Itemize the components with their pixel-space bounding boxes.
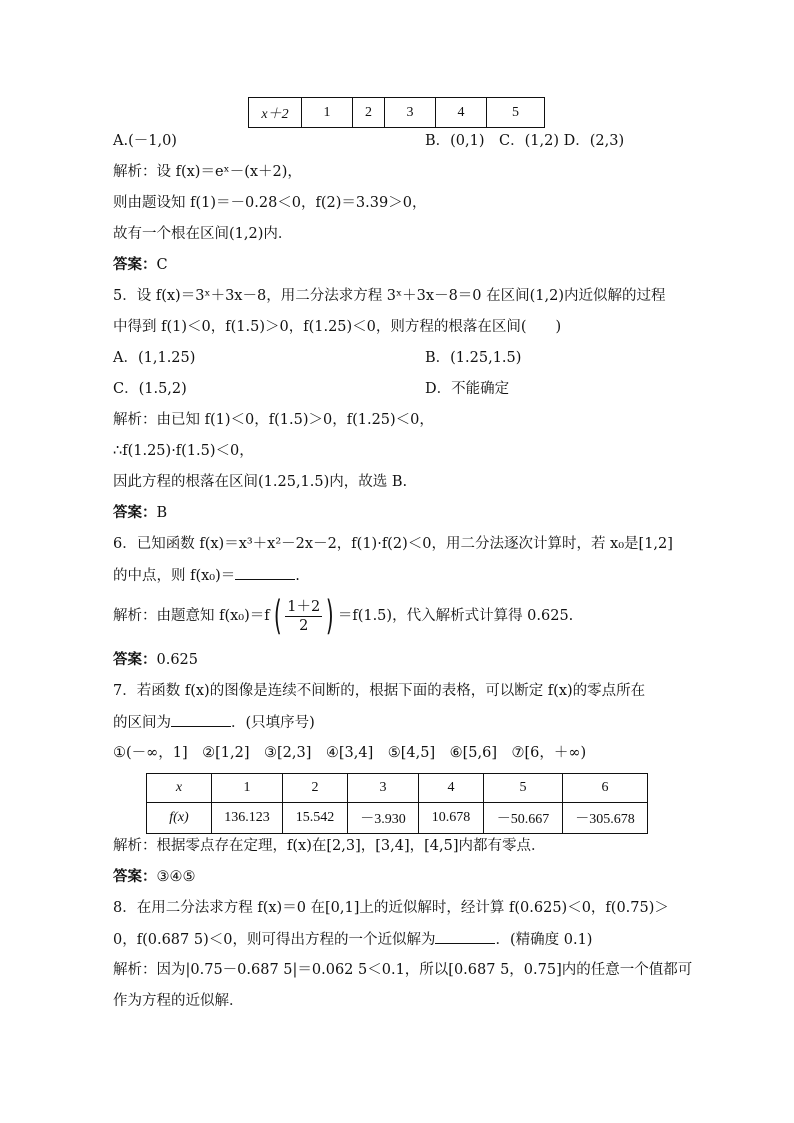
q4-analysis-line3: 故有一个根在区间(1,2)内．: [113, 226, 293, 242]
table-header-cell: 6: [563, 774, 648, 803]
q6-analysis-post: ＝f(1.5)，代入解析式计算得 0.625.: [337, 608, 574, 624]
answer-value: B: [156, 505, 168, 521]
table-cell: x＋2: [249, 98, 302, 128]
q6-stem-line1: 6．已知函数 f(x)＝x³＋x²－2x－2，f(1)·f(2)＜0，用二分法逐次计算时，若 x₀是[1,2]: [113, 536, 673, 552]
answer-label: 答案：: [113, 868, 157, 885]
q4-option-a: A.(－1,0): [113, 133, 177, 149]
table-cell: －50.667: [484, 803, 563, 834]
answer-blank: [171, 712, 231, 727]
q6-analysis: [113, 594, 573, 638]
answer-label: 答案：: [113, 651, 157, 668]
q7-stem-end: ．(只填序号): [231, 715, 315, 731]
table-row: [147, 774, 648, 803]
top-value-table: [248, 97, 545, 128]
table-cell: 10.678: [419, 803, 484, 834]
q4-answer: [113, 255, 168, 275]
q5-analysis-line3: 因此方程的根落在区间(1.25,1.5)内，故选 B.: [113, 474, 408, 490]
q8-stem-end: ．(精确度 0.1): [495, 932, 593, 948]
table-header-cell: 1: [212, 774, 283, 803]
q8-stem-text: 0，f(0.687 5)＜0，则可得出方程的一个近似解为: [113, 932, 436, 948]
answer-value: ③④⑤: [156, 869, 196, 885]
q5-option-b: B．(1.25,1.5): [425, 350, 522, 366]
q5-stem-line1: 5．设 f(x)＝3ˣ＋3x－8，用二分法求方程 3ˣ＋3x－8＝0 在区间(1,2)内近似解的过程: [113, 288, 666, 304]
answer-value: C: [156, 257, 168, 273]
table-header-cell: 4: [419, 774, 484, 803]
q4-options-bcd: B．(0,1) C．(1,2) D．(2,3): [425, 133, 625, 149]
table-row: [147, 803, 648, 834]
table-cell: 136.123: [212, 803, 283, 834]
q7-stem-text: 的区间为: [113, 715, 171, 731]
q6-stem-end: .: [295, 568, 300, 584]
q8-analysis-line2: 作为方程的近似解．: [113, 993, 244, 1009]
q7-answer: [113, 867, 196, 887]
right-paren: ): [326, 593, 334, 639]
left-paren: (: [273, 593, 282, 639]
q5-option-c: C．(1.5,2): [113, 381, 187, 397]
q8-stem-line1: 8．在用二分法求方程 f(x)＝0 在[0,1]上的近似解时，经计算 f(0.625)＜0，f(0.75)＞: [113, 900, 669, 916]
fraction-denominator: 2: [299, 617, 309, 634]
table-cell: －305.678: [563, 803, 648, 834]
q6-stem-line2: [113, 565, 300, 586]
q7-stem-line1: 7．若函数 f(x)的图像是连续不间断的，根据下面的表格，可以断定 f(x)的零点所在: [113, 683, 646, 699]
q8-stem-line2: [113, 929, 592, 950]
fraction-numerator: 1＋2: [287, 598, 321, 615]
table-cell: 2: [353, 98, 385, 128]
table-header-cell: 5: [484, 774, 563, 803]
table-cell: 1: [302, 98, 353, 128]
q4-analysis-line2: 则由题设知 f(1)＝－0.28＜0，f(2)＝3.39＞0，: [113, 195, 427, 211]
q5-analysis: 解析：由已知 f(1)＜0，f(1.5)＞0，f(1.25)＜0，: [113, 412, 434, 428]
q5-answer: [113, 503, 167, 523]
table-header-cell: x: [147, 774, 212, 803]
q7-stem-line2: [113, 712, 315, 733]
q6-answer: [113, 650, 198, 670]
answer-label: 答案：: [113, 256, 157, 273]
table-row: [249, 98, 545, 128]
table-cell: f(x): [147, 803, 212, 834]
table-cell: 3: [385, 98, 436, 128]
q6-stem-text: 的中点，则 f(x₀)＝: [113, 568, 236, 584]
fraction: [285, 598, 322, 635]
q5-stem-line2: 中得到 f(1)＜0，f(1.5)＞0，f(1.25)＜0，则方程的根落在区间( ): [113, 319, 562, 335]
q5-option-d: D．不能确定: [425, 381, 510, 397]
answer-label: 答案：: [113, 504, 157, 521]
table-header-cell: 3: [348, 774, 419, 803]
q8-analysis-line1: 解析：因为|0.75－0.687 5|＝0.062 5＜0.1，所以[0.687 5，0.75]内的任意一个值都可: [113, 962, 693, 978]
answer-blank: [435, 929, 495, 944]
q5-option-a: A．(1,1.25): [113, 350, 196, 366]
q5-analysis-line2: ∴f(1.25)·f(1.5)＜0，: [113, 443, 254, 459]
table-cell: 5: [487, 98, 545, 128]
table-cell: 4: [436, 98, 487, 128]
table-cell: 15.542: [283, 803, 348, 834]
q4-analysis: 解析：设 f(x)＝eˣ－(x＋2)，: [113, 164, 302, 180]
q6-analysis-pre: 解析：由题意知 f(x₀)＝f: [113, 608, 270, 624]
q7-interval-options: ①(－∞，1] ②[1,2] ③[2,3] ④[3,4] ⑤[4,5] ⑥[5,6] ⑦[6，＋∞): [113, 745, 587, 761]
table-cell: －3.930: [348, 803, 419, 834]
q7-analysis: 解析：根据零点存在定理，f(x)在[2,3]，[3,4]，[4,5]内都有零点．: [113, 838, 546, 854]
q7-value-table: [146, 773, 648, 834]
answer-blank: [235, 565, 295, 580]
table-header-cell: 2: [283, 774, 348, 803]
answer-value: 0.625: [156, 652, 199, 668]
